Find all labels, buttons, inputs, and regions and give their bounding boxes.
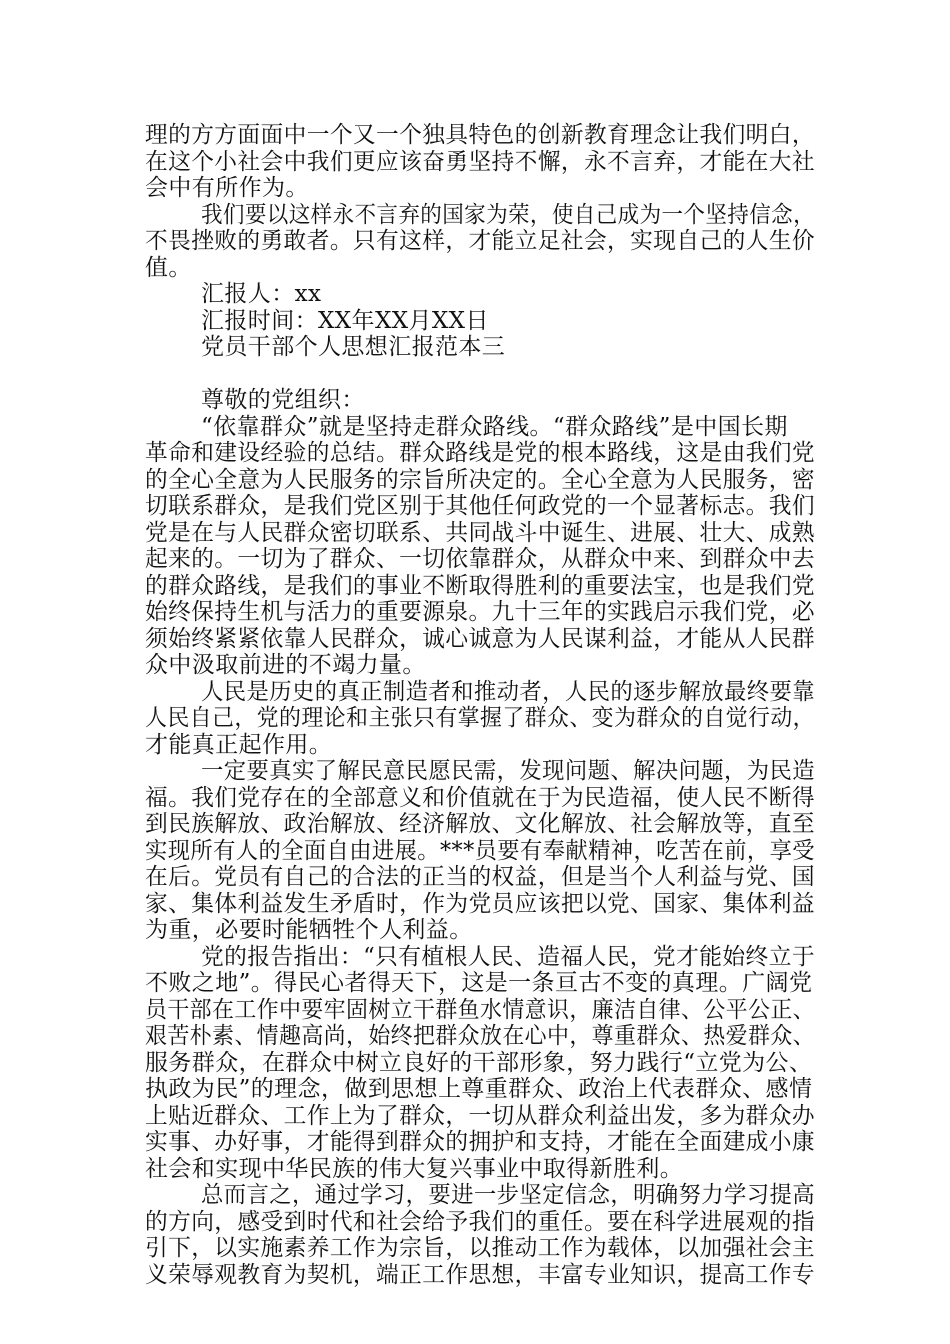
blank-line (145, 361, 815, 388)
text-line: 的群众路线，是我们的事业不断取得胜利的重要法宝，也是我们党 (145, 572, 815, 599)
text-line: 会中有所作为。 (145, 175, 309, 201)
text-line: 员干部在工作中要牢固树立干群鱼水情意识，廉洁自律、公平公正、 (145, 996, 815, 1023)
text-line: 党员干部个人思想汇报范本三 (201, 334, 506, 360)
text-line: 党是在与人民群众密切联系、共同战斗中诞生、进展、壮大、成熟 (145, 519, 815, 546)
text-line: 社会和实现中华民族的伟大复兴事业中取得新胜利。 (145, 1155, 684, 1182)
text-line: 福。我们党存在的全部意义和价值就在于为民造福，使人民不断得 (145, 784, 815, 811)
text-line: 引下，以实施素养工作为宗旨，以推动工作为载体，以加强社会主 (145, 1235, 815, 1261)
text-line: 的全心全意为人民服务的宗旨所决定的。全心全意为人民服务，密 (145, 466, 815, 493)
text-line: 我们要以这样永不言弃的国家为荣，使自己成为一个坚持信念， (201, 201, 815, 228)
text-line: 实事、办好事，才能得到群众的拥护和支持，才能在全面建成小康 (145, 1129, 815, 1155)
text-line: 上贴近群众、工作上为了群众，一切从群众利益出发，多为群众办 (145, 1102, 815, 1129)
text-line: 始终保持生机与活力的重要源泉。九十三年的实践启示我们党，必 (145, 599, 815, 625)
text-line: 义荣辱观教育为契机，端正工作思想，丰富专业知识，提高工作专 (145, 1261, 815, 1288)
text-line: 不畏挫败的勇敢者。只有这样，才能立足社会，实现自己的人生价 (145, 228, 815, 254)
text-line: 执政为民”的理念，做到思想上尊重群众、政治上代表群众、感情 (145, 1076, 813, 1102)
text-line: 起来的。一切为了群众、一切依靠群众，从群众中来、到群众中去 (145, 546, 815, 572)
text-line: 人民是历史的真正制造者和推动者，人民的逐步解放最终要靠 (201, 678, 815, 705)
text-line: 为重，必要时能牺牲个人利益。 (145, 917, 473, 943)
text-line: 艰苦朴素、情趣高尚，始终把群众放在心中，尊重群众、热爱群众、 (145, 1023, 815, 1049)
text-line: 一定要真实了解民意民愿民需，发现问题、解决问题，为民造 (201, 758, 815, 784)
text-line: 汇报人：xx (201, 281, 322, 307)
text-line: 不败之地”。得民心者得天下，这是一条亘古不变的真理。广阔党 (145, 970, 813, 996)
text-line: 革命和建设经验的总结。群众路线是党的根本路线，这是由我们党 (145, 440, 815, 466)
text-line: 在这个小社会中我们更应该奋勇坚持不懈，永不言弃，才能在大社 (145, 148, 815, 175)
text-line: 值。 (145, 254, 192, 281)
text-line: 尊敬的党组织： (201, 387, 365, 413)
text-line: 家、集体利益发生矛盾时，作为党员应该把以党、国家、集体利益 (145, 890, 815, 917)
text-line: 理的方方面面中一个又一个独具特色的创新教育理念让我们明白， (145, 122, 815, 148)
text-line: 服务群众，在群众中树立良好的干部形象，努力践行“立党为公、 (145, 1049, 813, 1076)
text-line: 众中汲取前进的不竭力量。 (145, 652, 426, 678)
text-line: 总而言之，通过学习，要进一步坚定信念，明确努力学习提高 (201, 1182, 815, 1208)
text-line: 党的报告指出：“只有植根人民、造福人民，党才能始终立于 (201, 943, 815, 970)
text-line: “依靠群众”就是坚持走群众路线。“群众路线”是中国长期 (201, 413, 788, 440)
text-line: 实现所有人的全面自由进展。***员要有奉献精神，吃苦在前，享受 (145, 837, 815, 864)
text-line: 在后。党员有自己的合法的正当的权益，但是当个人利益与党、国 (145, 864, 815, 890)
text-line: 切联系群众，是我们党区别于其他任何政党的一个显著标志。我们 (145, 493, 815, 519)
document-body (145, 122, 815, 1288)
text-line: 的方向，感受到时代和社会给予我们的重任。要在科学进展观的指 (145, 1208, 815, 1235)
text-line: 汇报时间：XX年XX月XX日 (201, 307, 489, 334)
text-line: 到民族解放、政治解放、经济解放、文化解放、社会解放等，直至 (145, 811, 815, 837)
text-line: 须始终紧紧依靠人民群众，诚心诚意为人民谋利益，才能从人民群 (145, 625, 815, 652)
text-line: 才能真正起作用。 (145, 731, 333, 758)
text-line: 人民自己，党的理论和主张只有掌握了群众、变为群众的自觉行动， (145, 705, 815, 731)
